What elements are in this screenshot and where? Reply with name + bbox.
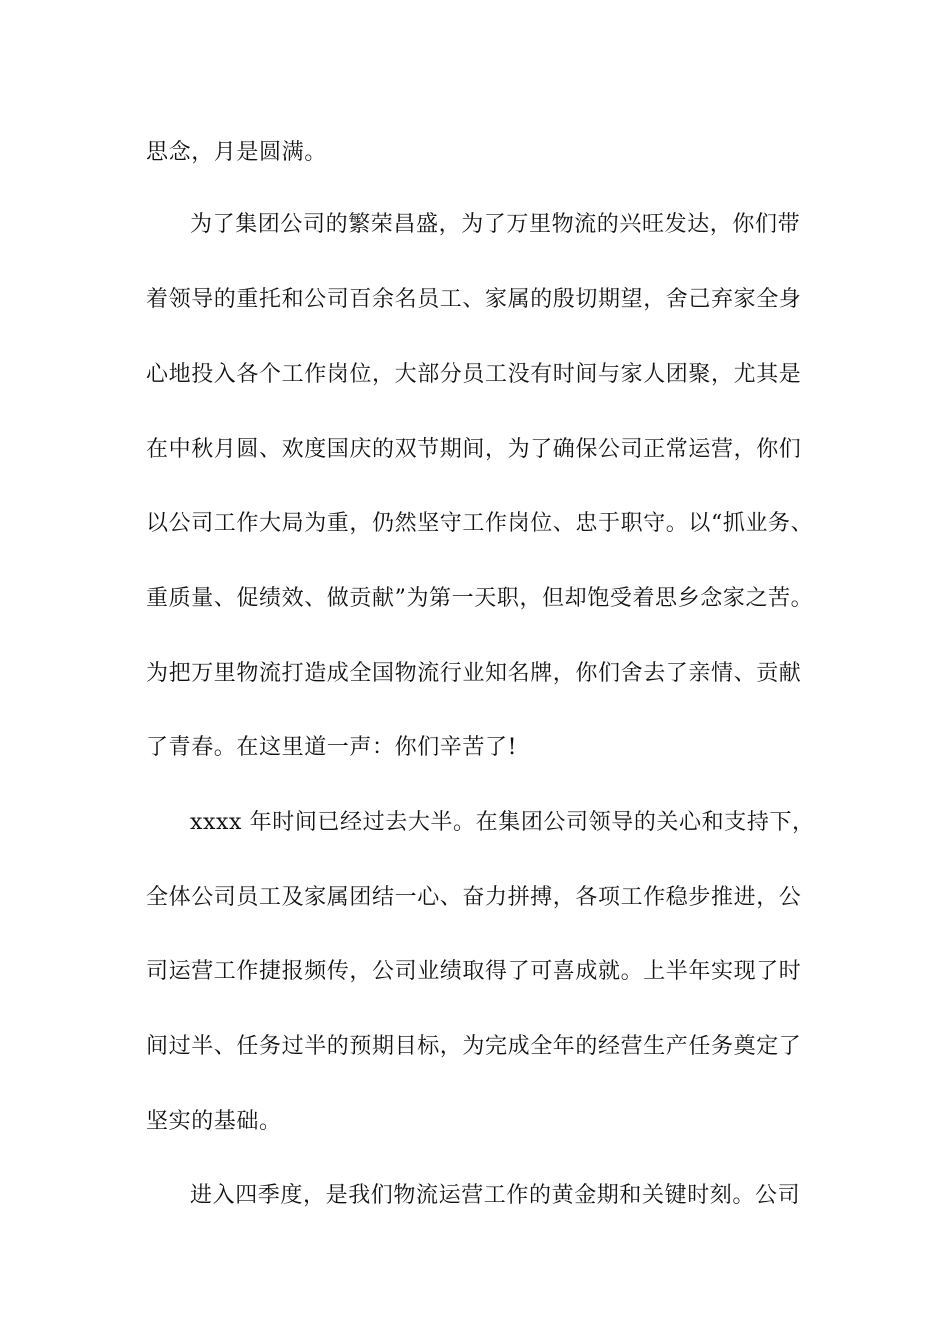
text-line: 着领导的重托和公司百余名员工、家属的殷切期望，舍己弃家全身 [146, 287, 802, 312]
paragraph-first-line: 进入四季度，是我们物流运营工作的黄金期和关键时刻。公司 [190, 1183, 801, 1208]
paragraph-first-line: xxxx 年时间已经过去大半。在集团公司领导的关心和支持下， [190, 810, 815, 835]
paragraph-first-line: 为了集团公司的繁荣昌盛，为了万里物流的兴旺发达，你们带 [190, 212, 801, 237]
text-line: 间过半、任务过半的预期目标，为完成全年的经营生产任务奠定了 [146, 1034, 802, 1059]
text-line: 坚实的基础。 [146, 1109, 282, 1134]
text-line: 思念，月是圆满。 [146, 140, 327, 165]
text-line: 司运营工作捷报频传，公司业绩取得了可喜成就。上半年实现了时 [146, 959, 802, 984]
text-line: 以公司工作大局为重，仍然坚守工作岗位、忠于职守。以“抓业务、 [146, 511, 814, 536]
text-line: 为把万里物流打造成全国物流行业知名牌，你们舍去了亲情、贡献 [146, 661, 802, 686]
text-line: 心地投入各个工作岗位，大部分员工没有时间与家人团聚，尤其是 [146, 362, 802, 387]
text-line: 全体公司员工及家属团结一心、奋力拼搏，各项工作稳步推进，公 [146, 885, 802, 910]
text-line: 重质量、促绩效、做贡献”为第一天职，但却饱受着思乡念家之苦。 [146, 586, 814, 611]
text-line: 在中秋月圆、欢度国庆的双节期间，为了确保公司正常运营，你们 [146, 437, 802, 462]
text-line: 了青春。在这里道一声：你们辛苦了! [146, 735, 518, 760]
